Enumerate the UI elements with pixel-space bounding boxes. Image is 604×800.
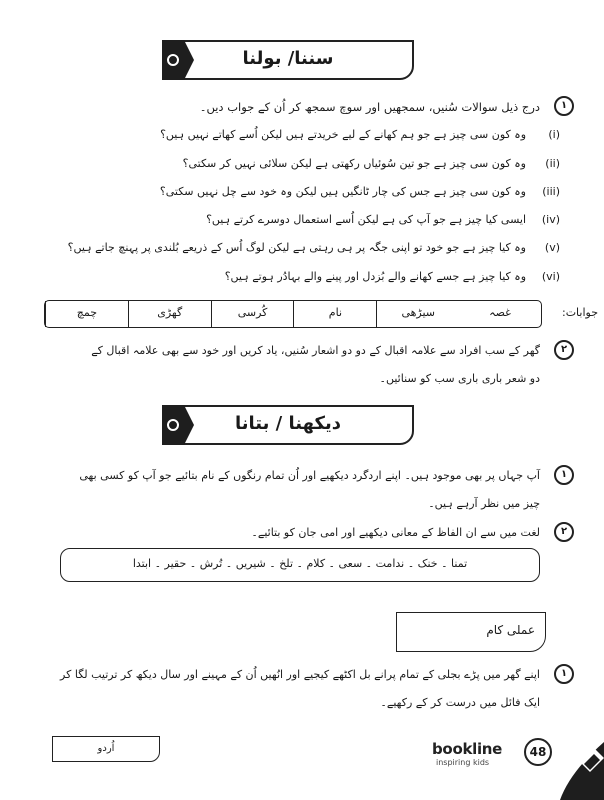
question-text: لغت میں سے ان الفاظ کے معانی دیکھیے اور امی جان کو بتائیے۔ bbox=[251, 526, 540, 539]
question-item: وہ کون سی چیز ہے جس کی چار ٹانگیں ہیں لیکن وہ خود سے چل نہیں سکتی؟ bbox=[159, 185, 526, 198]
question-number: ۱ bbox=[554, 465, 574, 485]
question-text: دو شعر باری باری سب کو سنائیں۔ bbox=[379, 372, 540, 385]
question-item: وہ کون سی چیز ہے جو تین سُوئیاں رکھتی ہے لیکن سلائی نہیں کر سکتی؟ bbox=[182, 157, 526, 170]
question-intro: درج ذیل سوالات سُنیں، سمجھیں اور سوچ سمجھ کر اُن کے جواب دیں۔ bbox=[199, 100, 540, 114]
question-text: گھر کے سب افراد سے علامہ اقبال کے دو دو اشعار سُنیں، یاد کریں اور خود سے بھی علامہ اقبال کے bbox=[91, 344, 540, 357]
question-text: اپنے گھر میں پڑے بجلی کے تمام پرانے بل اکٹھے کیجیے اور انُھیں اُن کے مہینے اور سال دیکھ کر ترتیب لگا کر bbox=[60, 668, 540, 681]
subject-label: اُردو bbox=[52, 736, 160, 762]
answer-word: نام bbox=[293, 301, 376, 327]
item-number: (iii) bbox=[542, 185, 560, 198]
answer-word: کُرسی bbox=[211, 301, 294, 327]
answers-label: جوابات: bbox=[561, 306, 598, 319]
section-title: عملی کام bbox=[486, 623, 535, 637]
section-banner-listening bbox=[162, 40, 414, 80]
question-number: ۱ bbox=[554, 664, 574, 684]
item-number: (v) bbox=[544, 241, 560, 254]
answer-word: غصہ bbox=[489, 306, 511, 319]
item-number: (i) bbox=[548, 128, 560, 141]
answer-word: گھڑی bbox=[128, 301, 211, 327]
question-item: وہ کیا چیز ہے جسے کھانے والے بُزدل اور پینے والے بہادُر ہوتے ہیں؟ bbox=[224, 270, 526, 283]
question-item: ایسی کیا چیز ہے جو آپ کی ہے لیکن اُسے استعمال دوسرے کرتے ہیں؟ bbox=[206, 213, 526, 226]
question-text: آپ جہاں پر بھی موجود ہیں۔ اپنے اردگرد دیکھیے اور اُن تمام رنگوں کے نام بتائیے جو آپ کو کسی بھی bbox=[79, 469, 540, 482]
brand-logo: bookline bbox=[432, 740, 503, 758]
section-banner-practical bbox=[396, 612, 546, 652]
corner-decoration-icon bbox=[540, 712, 604, 800]
page-number: 48 bbox=[524, 738, 552, 766]
section-title: دیکھنا / بتانا bbox=[235, 413, 341, 434]
answers-box bbox=[44, 300, 542, 328]
question-text: ایک فائل میں درست کر کے رکھیے۔ bbox=[380, 696, 540, 709]
item-number: (ii) bbox=[545, 157, 560, 170]
question-number: ۱ bbox=[554, 96, 574, 116]
item-number: (vi) bbox=[541, 270, 560, 283]
question-text: چیز میں نظر آرہے ہیں۔ bbox=[428, 497, 540, 510]
answer-word: چمچ bbox=[45, 301, 128, 327]
question-item: وہ کون سی چیز ہے جو ہم کھانے کے لیے خریدتے ہیں لیکن اُسے کھاتے نہیں ہیں؟ bbox=[160, 128, 526, 141]
section-title: سننا/ بولنا bbox=[242, 48, 334, 69]
question-number: ۲ bbox=[554, 522, 574, 542]
answer-word: سیڑھی bbox=[376, 301, 459, 327]
section-banner-seeing bbox=[162, 405, 414, 445]
item-number: (iv) bbox=[541, 213, 560, 226]
brand-tagline: inspiring kids bbox=[436, 758, 490, 767]
vocabulary-box: تمنا ۔ خنک ۔ ندامت ۔ سعی ۔ کلام ۔ تلخ ۔ شیریں ۔ تُرش ۔ حقیر ۔ ابتدا bbox=[60, 548, 540, 582]
question-item: وہ کیا چیز ہے جو خود تو اپنی جگہ پر ہی رہتی ہے لیکن لوگ اُس کے ذریعے بُلندی پر پہنچ جاتے ہیں؟ bbox=[67, 241, 526, 254]
question-number: ۲ bbox=[554, 340, 574, 360]
